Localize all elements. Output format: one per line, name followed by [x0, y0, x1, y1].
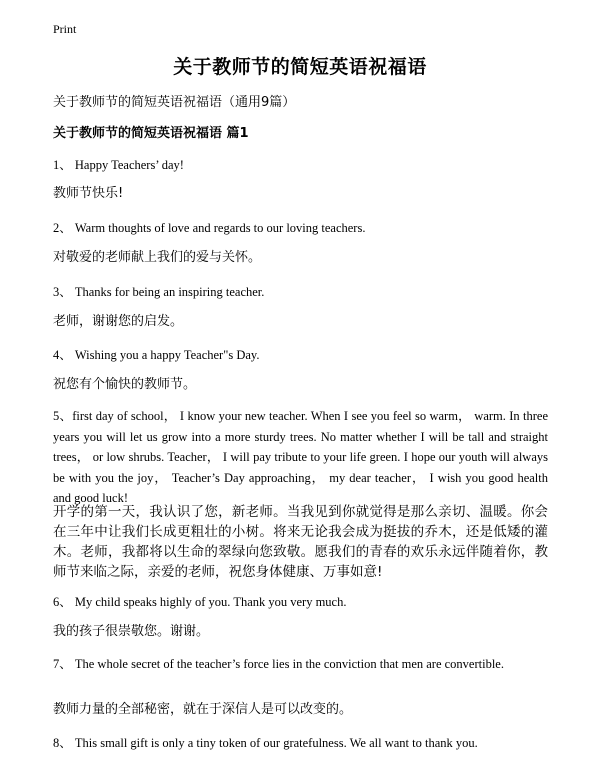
item-2-english: 2、 Warm thoughts of love and regards to our loving teachers. [53, 221, 366, 235]
document-title: 关于教师节的简短英语祝福语 [173, 56, 427, 78]
item-4-chinese: 祝您有个愉快的教师节。 [53, 377, 197, 392]
item-7-english: 7、 The whole secret of the teacher’s force lies in the conviction that men are convertible. [53, 657, 504, 671]
item-5-english: 5、first day of school， I know your new teacher. When I see you feel so warm， warm. In three years you will let us grow into a more sturdy trees. No matter whether I will be tall and straight trees， or low shrubs. Teacher， I will pay tribute to your life green. I hope our youth will always be with you the joy， Teacher’s Day approaching， my dear teacher， I wish you good health and good luck! [53, 409, 548, 505]
document-subtitle: 关于教师节的简短英语祝福语（通用9篇） [53, 95, 296, 110]
item-6-english: 6、 My child speaks highly of you. Thank you very much. [53, 595, 347, 609]
section-heading: 关于教师节的简短英语祝福语 篇1 [53, 126, 249, 141]
item-6-chinese: 我的孩子很崇敬您。谢谢。 [53, 624, 210, 639]
item-1-english: 1、 Happy Teachers’ day! [53, 158, 184, 172]
item-7-chinese: 教师力量的全部秘密，就在于深信人是可以改变的。 [53, 702, 353, 717]
item-3-english: 3、 Thanks for being an inspiring teacher. [53, 285, 265, 299]
print-link[interactable]: Print [53, 22, 77, 36]
item-2-chinese: 对敬爱的老师献上我们的爱与关怀。 [53, 250, 262, 265]
item-3-chinese: 老师，谢谢您的启发。 [53, 314, 184, 329]
item-1-chinese: 教师节快乐! [53, 186, 124, 201]
item-4-english: 4、 Wishing you a happy Teacher"s Day. [53, 348, 260, 362]
item-5-chinese: 开学的第一天，我认识了您，新老师。当我见到你就觉得是那么亲切、温暖。你会在三年中让我们长成更粗壮的小树。将来无论我会成为挺拔的乔木，还是低矮的灌木。老师，我都将以生命的翠绿向您致敬。愿我们的青春的欢乐永远伴随着你，教师节来临之际，亲爱的老师，祝您身体健康、万事如意! [53, 504, 548, 580]
item-8-english: 8、 This small gift is only a tiny token of our gratefulness. We all want to thank you. [53, 736, 478, 750]
